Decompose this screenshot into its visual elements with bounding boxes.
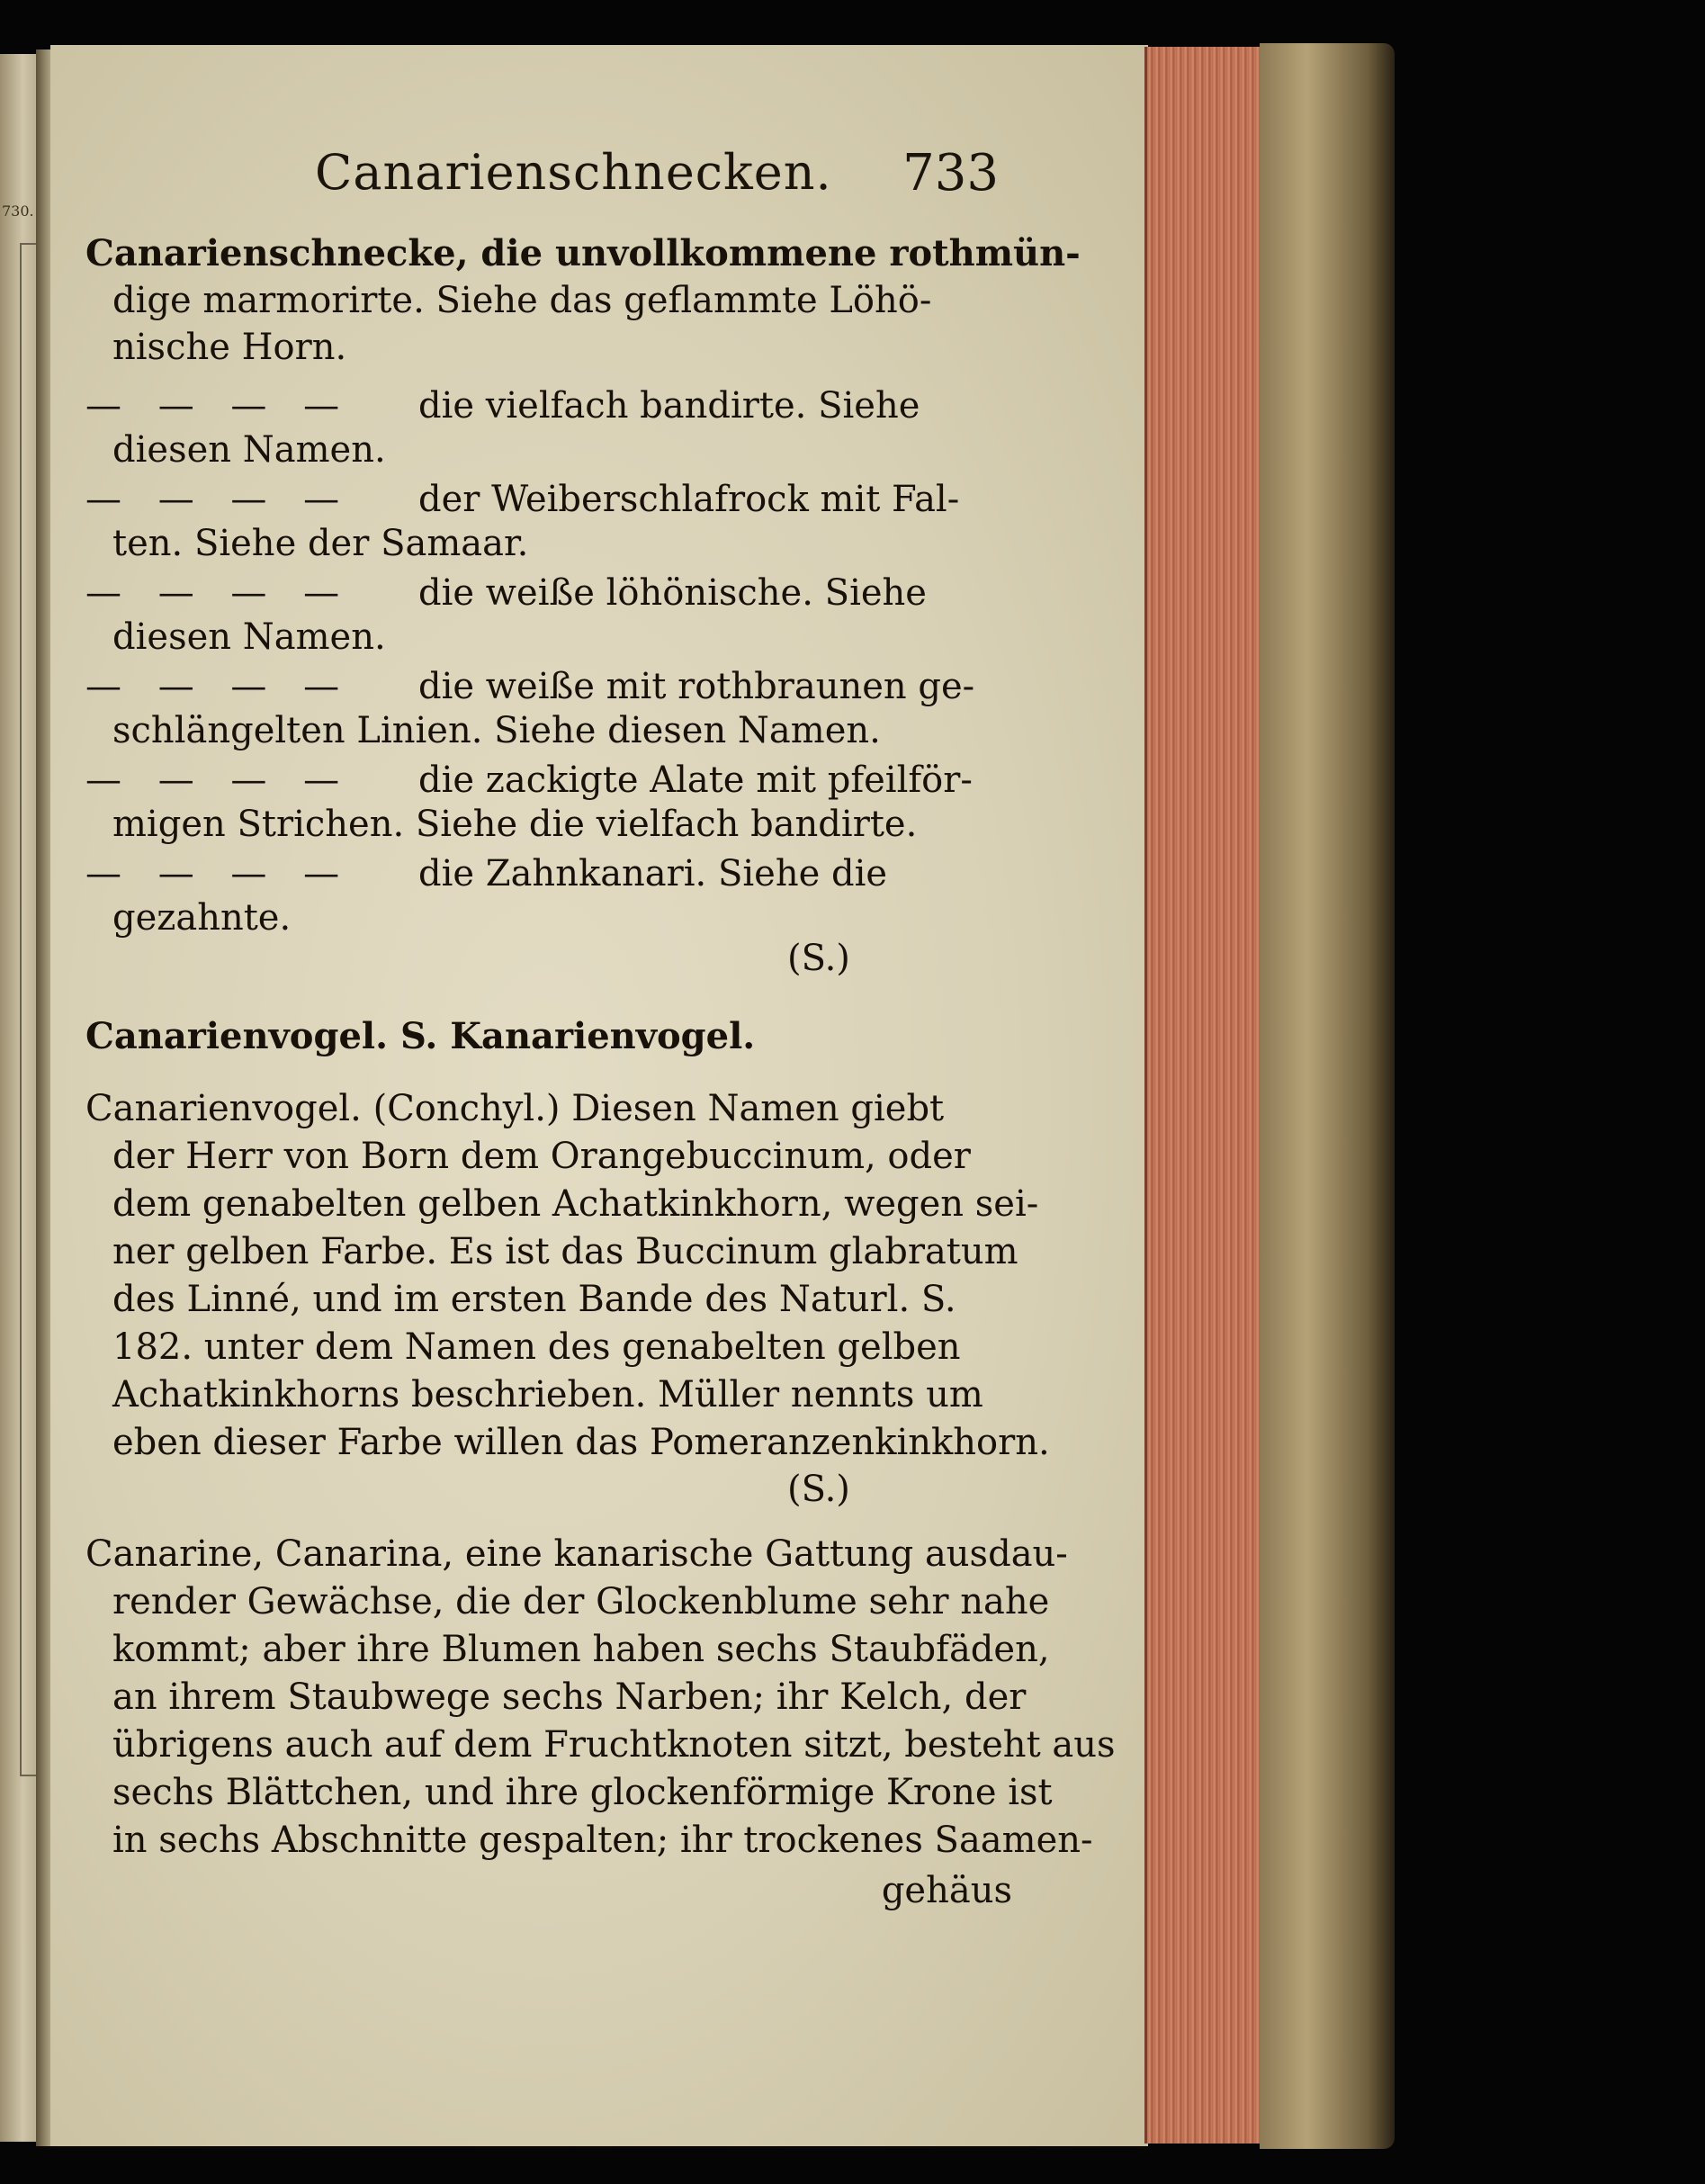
entry-line: sechs Blättchen, und ihre glockenförmige Krone ist [112,1772,1053,1813]
entry-line: die vielfach bandirte. Siehe [418,385,920,427]
ditto-dashes: — — — — [85,759,353,801]
ditto-dashes: — — — — [85,666,353,707]
entry-line: eben dieser Farbe willen das Pomeranzenkinkhorn. [112,1422,1050,1463]
author-signature: (S.) [787,1469,850,1510]
entry-line: nische Horn. [112,327,347,368]
page-number: 733 [902,144,999,202]
entry-line: die weiße mit rothbraunen ge- [418,666,975,707]
entry-line: ner gelben Farbe. Es ist das Buccinum glabratum [112,1231,1019,1272]
entry-line: migen Strichen. Siehe die vielfach bandirte. [112,804,918,845]
page-title: Canarienschnecken. [315,144,832,201]
entry-line: übrigens auch auf dem Fruchtknoten sitzt, besteht aus [112,1724,1116,1766]
entry-line: dem genabelten gelben Achatkinkhorn, wegen sei- [112,1183,1039,1225]
author-signature: (S.) [787,938,850,979]
entry-line: dige marmorirte. Siehe das geflammte Löhö- [112,280,932,321]
entry-line: die Zahnkanari. Siehe die [418,853,888,894]
page-edges [1144,47,1264,2144]
entry-line: die weiße löhönische. Siehe [418,572,927,614]
entry-line: 182. unter dem Namen des genabelten gelben [112,1326,961,1368]
left-page-number: 730. [2,202,34,220]
entry-line: in sechs Abschnitte gespalten; ihr trockenes Saamen- [112,1820,1093,1861]
entry-line: schlängelten Linien. Siehe diesen Namen. [112,710,881,751]
entry-line: an ihrem Staubwege sechs Narben; ihr Kelch, der [112,1676,1027,1718]
entry-line: diesen Namen. [112,429,386,471]
ditto-dashes: — — — — [85,572,353,614]
catchword: gehäus [881,1870,1012,1911]
entry-line: Achatkinkhorns beschrieben. Müller nennts um [112,1374,983,1416]
book-cover [1260,43,1395,2149]
ditto-dashes: — — — — [85,853,353,894]
entry-line: Canarine, Canarina, eine kanarische Gattung ausdau- [85,1533,1068,1575]
entry-line: ten. Siehe der Samaar. [112,523,529,564]
entry-line: die zackigte Alate mit pfeilför- [418,759,973,801]
entry-line: gezahnte. [112,897,292,939]
entry-line: der Weiberschlafrock mit Fal- [418,479,960,520]
ditto-dashes: — — — — [85,385,353,427]
entry-line: diesen Namen. [112,616,386,658]
entry-line: des Linné, und im ersten Bande des Naturl. S. [112,1279,956,1320]
entry-line: kommt; aber ihre Blumen haben sechs Staubfäden, [112,1629,1050,1670]
entry-line: der Herr von Born dem Orangebuccinum, oder [112,1136,971,1177]
entry-line: Canarienvogel. S. Kanarienvogel. [85,1015,756,1057]
running-head [315,144,999,216]
left-page-edge [0,54,40,2142]
entry-line: Canarienschnecke, die unvollkommene rothmün- [85,232,1081,274]
entry-line: Canarienvogel. (Conchyl.) Diesen Namen giebt [85,1088,945,1129]
entry-line: render Gewächse, die der Glockenblume sehr nahe [112,1581,1050,1622]
ditto-dashes: — — — — [85,479,353,520]
